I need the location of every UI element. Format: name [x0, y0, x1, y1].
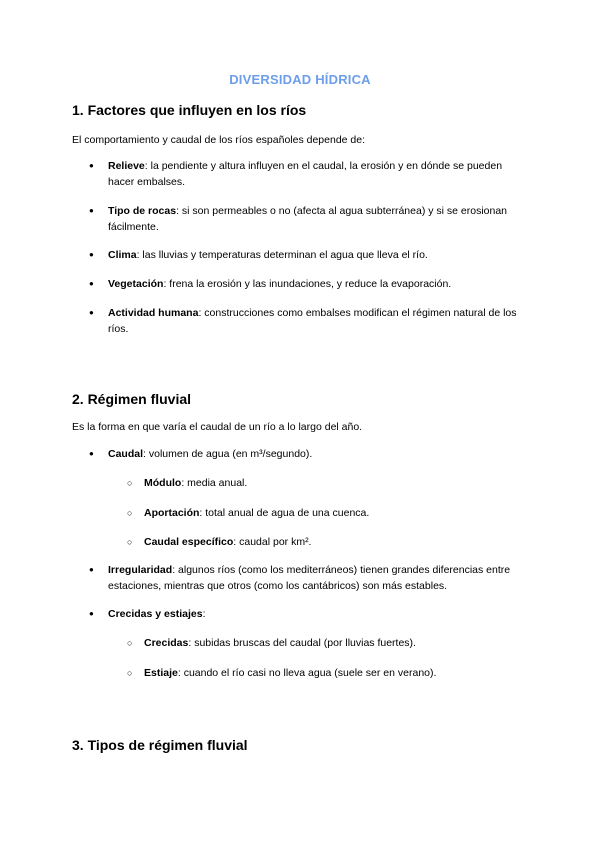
definition: : algunos ríos (como los mediterráneos) tienen grandes diferencias entre estaciones, mientras que otros (como los cantábricos) son más estables. — [108, 564, 511, 592]
term: Caudal específico — [144, 536, 234, 548]
list-item — [108, 305, 528, 337]
definition: : cuando el río casi no lleva agua (suele ser en verano). — [177, 667, 437, 679]
sub-list-item — [144, 665, 528, 681]
definition: : media anual. — [181, 477, 248, 489]
term: Relieve — [108, 160, 145, 172]
definition: : las lluvias y temperaturas determinan el agua que lleva el río. — [136, 249, 428, 261]
definition: : frena la erosión y las inundaciones, y reduce la evaporación. — [163, 278, 452, 290]
term: Irregularidad — [108, 564, 173, 576]
definition: : subidas bruscas del caudal (por lluvias fuertes). — [188, 637, 416, 649]
sub-list-item — [144, 505, 528, 521]
list-item — [108, 446, 528, 462]
definition: : total anual de agua de una cuenca. — [199, 507, 370, 519]
section-2-intro: Es la forma en que varía el caudal de un río a lo largo del año. — [72, 421, 363, 433]
document-title: DIVERSIDAD HÍDRICA — [229, 72, 371, 87]
definition: : caudal por km². — [233, 536, 312, 548]
sub-list-item — [144, 635, 528, 651]
list-item — [108, 606, 528, 622]
term: Caudal — [108, 448, 144, 460]
term: Módulo — [144, 477, 182, 489]
term: Estiaje — [144, 667, 178, 679]
term: Tipo de rocas — [108, 205, 177, 217]
term: Actividad humana — [108, 307, 199, 319]
list-item — [108, 247, 528, 263]
term: Clima — [108, 249, 137, 261]
term: Crecidas — [144, 637, 189, 649]
definition: : — [202, 608, 206, 620]
sub-list-item — [144, 475, 528, 491]
term: Crecidas y estiajes — [108, 608, 203, 620]
term: Vegetación — [108, 278, 164, 290]
definition: : si son permeables o no (afecta al agua subterránea) y si se erosionan fácilmente. — [108, 205, 508, 233]
section-2-heading: 2. Régimen fluvial — [72, 391, 192, 407]
section-1-intro: El comportamiento y caudal de los ríos españoles depende de: — [72, 134, 366, 146]
list-item — [108, 276, 528, 292]
list-item — [108, 158, 528, 190]
definition: : volumen de agua (en m³/segundo). — [143, 448, 313, 460]
definition: : construcciones como embalses modifican el régimen natural de los ríos. — [108, 307, 517, 335]
term: Aportación — [144, 507, 200, 519]
list-item — [108, 203, 528, 235]
list-item — [108, 562, 528, 594]
section-1-heading: 1. Factores que influyen en los ríos — [72, 102, 307, 118]
definition: : la pendiente y altura influyen en el caudal, la erosión y en dónde se pueden hacer embalses. — [108, 160, 503, 188]
section-3-heading: 3. Tipos de régimen fluvial — [72, 737, 248, 753]
sub-list-item — [144, 534, 528, 550]
